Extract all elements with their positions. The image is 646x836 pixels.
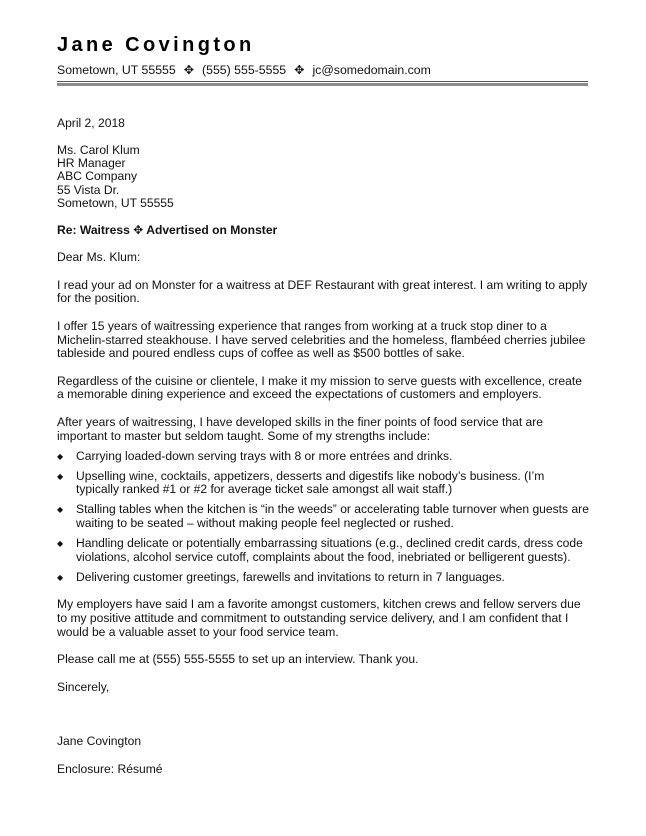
complimentary-close: Sincerely, xyxy=(57,679,110,694)
separator-icon: ✥ xyxy=(294,63,305,77)
subject-line: Re: Waitress ✥ Advertised on Monster xyxy=(57,222,278,237)
sender-phone: (555) 555-5555 xyxy=(202,63,287,77)
recipient-address xyxy=(57,144,592,211)
letter-date: April 2, 2018 xyxy=(57,116,125,130)
signature-name: Jane Covington xyxy=(57,734,142,749)
sender-email: jc@somedomain.com xyxy=(312,63,431,77)
cover-letter xyxy=(57,33,592,777)
sender-city: Sometown, UT 55555 xyxy=(57,63,176,77)
body-paragraph-1: I read your ad on Monster for a waitress at DEF Restaurant with great interest. I am writing to apply for the position. xyxy=(57,277,588,306)
recipient-city: Sometown, UT 55555 xyxy=(57,196,174,211)
sender-name: Jane Covington xyxy=(57,34,255,56)
body-paragraph-2: I offer 15 years of waitressing experience that ranges from working at a truck stop diner to a Michelin-starred steakhouse. I have served celebrities and the homeless, flambéed cherries jubilee tableside and poured endless cups of coffee as well as $500 bottles of sake. xyxy=(57,319,586,361)
header-divider xyxy=(57,81,588,86)
strengths-list xyxy=(57,450,592,585)
enclosure-note: Enclosure: Résumé xyxy=(57,761,163,776)
contact-line xyxy=(57,63,592,77)
diamond-bullet-icon: ◆ xyxy=(57,451,64,461)
separator-icon: ✥ xyxy=(183,63,195,77)
body-paragraph-3: Regardless of the cuisine or clientele, I make it my mission to serve guests with excellence, create a memorable dining experience and exceed the expectations of customers and employers. xyxy=(57,373,582,402)
list-item-text: Carrying loaded-down serving trays with 8 or more entrées and drinks. xyxy=(76,448,453,463)
list-item xyxy=(57,450,589,464)
diamond-bullet-icon: ◆ xyxy=(57,505,64,515)
recipient-title: HR Manager xyxy=(57,156,126,170)
recipient-name: Ms. Carol Klum xyxy=(57,142,140,157)
diamond-bullet-icon: ◆ xyxy=(57,539,64,549)
list-item-text: Stalling tables when the kitchen is “in the weeds” or accelerating table turnover when guests are waiting to be seated – without making people feel neglected or rushed. xyxy=(76,502,589,531)
diamond-bullet-icon: ◆ xyxy=(57,572,64,582)
recipient-street: 55 Vista Dr. xyxy=(57,182,120,197)
list-item xyxy=(57,503,589,530)
list-item-text: Delivering customer greetings, farewells and invitations to return in 7 languages. xyxy=(76,569,505,584)
recipient-company: ABC Company xyxy=(57,169,137,184)
closing-paragraph-1: My employers have said I am a favorite amongst customers, kitchen crews and fellow servers due to my positive attitude and commitment to outstanding service delivery, and I am confident that I would be a valuable asset to your food service team. xyxy=(57,597,581,639)
list-item xyxy=(57,571,589,585)
list-item-text: Handling delicate or potentially embarrassing situations (e.g., declined credit cards, dress code violations, alcohol service cutoff, complaints about the food, inebriated or belligerent guests). xyxy=(76,536,583,564)
salutation: Dear Ms. Klum: xyxy=(57,250,141,265)
closing-paragraph-2: Please call me at (555) 555-5555 to set up an interview. Thank you. xyxy=(57,652,419,667)
diamond-bullet-icon: ◆ xyxy=(57,471,64,481)
list-item xyxy=(57,470,589,497)
list-item-text: Upselling wine, cocktails, appetizers, desserts and digestifs like nobody’s business. (I’m typically ranked #1 or #2 for average ticket sale amongst all wait staff.) xyxy=(76,468,545,497)
list-item xyxy=(57,537,589,564)
body-paragraph-4: After years of waitressing, I have developed skills in the finer points of food service that are important to master but seldom taught. Some of my strengths include: xyxy=(57,414,544,443)
